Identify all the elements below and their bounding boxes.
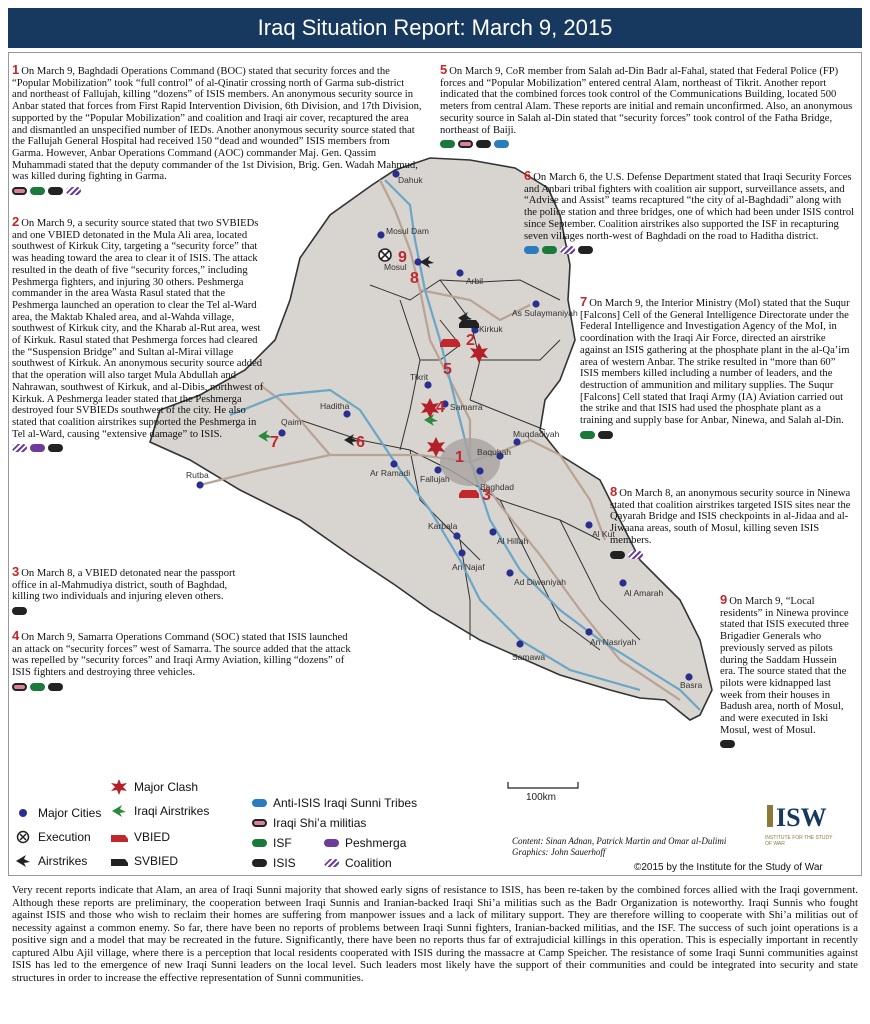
actor-tags: [12, 607, 248, 615]
city-label: Rutba: [186, 470, 209, 480]
credit-content: Content: Sinan Adnan, Patrick Martin and Omar al-Dulimi: [512, 836, 727, 846]
isw-logo: [765, 802, 843, 847]
legend-major-clash: Major Clash: [110, 780, 198, 794]
actor-tags: [580, 431, 855, 439]
report-text: On March 8, a VBIED detonated near the passport office in al-Mahmudiya district, south of Baghdad, killing two individuals and injuring eleven others.: [12, 568, 236, 603]
shia-militias-swatch: [252, 819, 267, 827]
report-number: 4: [12, 628, 20, 643]
report-7: [580, 296, 855, 439]
tag-peshmerga: [30, 444, 45, 452]
report-number: 3: [12, 564, 20, 579]
isw-logo-mark: [765, 802, 843, 832]
tag-isf: [542, 246, 557, 254]
city-label: Baghdad: [480, 482, 515, 492]
report-number: 2: [12, 214, 20, 229]
city-dot-icon: [14, 806, 32, 820]
city-label: Muqdadiyah: [513, 429, 560, 439]
tag-isis: [578, 246, 593, 254]
report-text: On March 9, a security source stated that two SVBIEDs and one VBIED detonated in the Mula Ali area, located southwest of Kirkuk City, targeting a “security force” that was heading toward the area to clear it of ISIS. The attack resulted in the death of five “security forces,” including Peshmerga fighters, and injuring 30 others. Peshmerga commander in the area Wasta Rasul stated that the Peshmerga launched an operation to clear the Tel al-Ward area, the Maktab Khaled area, and al-Wahda village, southwest of Kirkuk city, and the Kharab al-Rut area, west of Kirkuk. Rasul stated that Peshmerga forces had cleared the “Suspension Bridge” and Sultan al-Mirai village southwest of Kirkuk. An anonymous security source added that the operation will also target Mula Abdullah and Nahrawan, southwest of Kirkuk, and al-Dibis, northwest of Kirkuk. A Peshmerga leader stated that the Peshmerga destroyed four SVBIEDs southwest of the city. He also stated that coalition airstrikes supported the Peshmerga in Tel al-Ward, causing “extensive damage” to ISIS.: [12, 218, 264, 440]
tag-isis: [48, 444, 63, 452]
city-label: Dahuk: [398, 175, 423, 185]
map-number-4: 4: [436, 399, 445, 416]
map-number-9: 9: [398, 249, 407, 266]
city-label: Samarra: [450, 402, 483, 412]
legend-major-cities: Major Cities: [14, 806, 101, 820]
city-label: Mosul Dam: [386, 226, 429, 236]
map-number-7: 7: [270, 434, 279, 451]
report-text: On March 9, the Interior Ministry (MoI) stated that the Suqur [Falcons] Cell of the General Intelligence Directorate under the Federal Intelligence and Investigation Agency of the MoI, in coordination with the Iraqi Air Force, directed an airstrike against an ISIS gathering at the phosphate plant in the al-Qa’im area of western Anbar. The strike resulted in “more than 60” ISIS members killed including a number of leaders, and the destruction of ammunition and military supplies. The Suqur [Falcons] Cell stated that Iraqi Army (IA) Aviation carried out the strike and that ISIS had used the phosphate plant as a training and supply base for Anbar, Ninewa, and Salah al-Din.: [580, 298, 850, 427]
summary-paragraph: Very recent reports indicate that Alam, an area of Iraqi Sunni majority that showed early signs of resistance to ISIS, has been re-taken by the combined forces allied with the Iraqi government. Although these reports are preliminary, the cooperation between Iraqi Sunnis and Iranian-backed Iraqi Shi’a militias such as the Badr Organization is noteworthy. Iraqi Sunnis who fought against ISIS and those who wish to reclaim their homes are suffering from manpower issues and a lack of military support. They are therefore willing to cooperate with Shi’a militias out of necessity against a common enemy. So far, there have been no reports of problems between Iraqi Sunni fighters, Iranian-backed militias, and the ISF. The success of such joint operations is a positive sign and a model that may be recreated in the future. Significantly, there have been no reports thus far of extrajudicial killings in this operation. This is especially important in recently captured Albu Ajil village, where there is a perception that local residents cooperated with ISIS during the massacre at Camp Speicher. The resistance of some Iraqi Sunni communities against ISIS has led to the emergence of new Iraqi Sunni leaders on the local level. Such leaders most likely have the support of their communities and could be integrated into security and state structures in order to increase the effective representation of Sunni communities.: [12, 884, 858, 984]
city-label: As Sulaymaniyah: [512, 308, 578, 318]
tag-coalition: [66, 187, 81, 195]
legend-coalition: Coalition: [324, 856, 392, 870]
tag-isf: [30, 187, 45, 195]
report-5: [440, 64, 855, 148]
legend-iraqi-airstrikes: Iraqi Airstrikes: [110, 804, 209, 818]
city-label: Karbala: [428, 521, 458, 531]
tag-isis: [476, 140, 491, 148]
vbied-icon: [110, 830, 128, 844]
map-number-2: 2: [466, 332, 475, 349]
actor-tags: [12, 444, 267, 452]
tag-isis: [48, 187, 63, 195]
iraqi-airstrike-icon: [110, 804, 128, 818]
map-number-6: 6: [356, 434, 365, 451]
tag-shia-militias: [12, 187, 27, 195]
report-4: [12, 630, 352, 691]
city-label: Tikrit: [410, 372, 429, 382]
execution-icon: [379, 249, 391, 261]
city-label: Baqubah: [477, 447, 512, 457]
report-2: [12, 216, 267, 452]
scale-label: 100km: [526, 792, 557, 803]
tag-coalition: [560, 246, 575, 254]
report-text: On March 9, Samarra Operations Command (SOC) stated that ISIS launched an attack on “security forces” west of Samarra. The source added that the attack was repelled by “security forces” and Iraqi Army Aviation, killing “dozens” of ISIS fighters and destroying three vehicles.: [12, 632, 351, 679]
legend-shia-militias: Iraqi Shi’a militias: [252, 816, 366, 830]
legend-isf: ISF: [252, 836, 292, 850]
tag-isis: [598, 431, 613, 439]
major-clash-icon: [110, 780, 128, 794]
svbied-icon: [110, 854, 128, 868]
city-label: An Nasriyah: [590, 637, 637, 647]
page-title: Iraq Situation Report: March 9, 2015: [257, 15, 613, 40]
city-label: Fallujah: [420, 474, 450, 484]
peshmerga-swatch: [324, 839, 339, 847]
map-number-1: 1: [455, 449, 464, 466]
isw-logo-subtitle: INSTITUTE FOR THE STUDY OF WAR: [765, 835, 833, 847]
coalition-swatch: [324, 859, 339, 867]
legend: [14, 776, 494, 876]
tag-isis: [48, 683, 63, 691]
report-text: On March 9, CoR member from Salah ad-Din Badr al-Fahal, stated that Federal Police (FP) forces and “Popular Mobilization” entered central Alam, northeast of Tikrit. Another report indicated that the combined forces took control of the Communications Building, located 500 meters from central Alam. These reports are initial and remain unconfirmed. Also, an anonymous security source in Salah al-Din stated that “security forces” took control of the Fatha Bridge, northeast of Baiji.: [440, 66, 853, 136]
city-label: Ar Ramadi: [370, 468, 411, 478]
city-label: Al Amarah: [624, 588, 664, 598]
city-label: Kirkuk: [479, 324, 503, 334]
report-number: 9: [720, 592, 728, 607]
execution-icon: [14, 830, 32, 844]
tag-isis: [720, 740, 735, 748]
report-number: 7: [580, 294, 588, 309]
credits: [512, 836, 726, 858]
city-label: Ad Diwaniyah: [514, 577, 566, 587]
sunni-tribes-swatch: [252, 799, 267, 807]
actor-tags: [720, 740, 855, 748]
tag-shia-militias: [458, 140, 473, 148]
legend-svbied: SVBIED: [110, 854, 178, 868]
actor-tags: [440, 140, 855, 148]
airstrike-icon: [14, 854, 32, 868]
vbied-icon: [459, 490, 479, 498]
city-label: An Najaf: [452, 562, 485, 572]
tag-sunni-tribes: [494, 140, 509, 148]
tag-shia-militias: [12, 683, 27, 691]
city-label: Al Kut: [592, 529, 615, 539]
legend-airstrikes: Airstrikes: [14, 854, 87, 868]
city-label: Qaim: [281, 417, 302, 427]
report-text: On March 9, Baghdadi Operations Command (BOC) stated that security forces and the “Popular Mobilization” took “full control” of al-Qinatir crossing north of Garma sub-district and northeast of Fallujah, killing “dozens” of ISIS members. An anonymous security source in Anbar stated that forces from First Rapid Intervention Division, 6th Division, and 17th Division, supported by the “Popular Mobilization” and coalition and Iraqi air cover, recaptured the area and dismantled an unspecified number of IEDs. Another anonymous security source stated that the Fallujah General Hospital had received 150 “dead and wounded” ISIS members from Garma. However, Anbar Operations Command (AOC) commander Maj. Gen. Qassim Muhammadi stated that the deputy commander of the 1st Division, Brig. Gen. Wadah Mahmud, was killed during fighting in Garma.: [12, 66, 422, 183]
copyright: ©2015 by the Institute for the Study of War: [634, 862, 823, 873]
legend-sunni-tribes: Anti-ISIS Iraqi Sunni Tribes: [252, 796, 417, 810]
city-label: Arbil: [466, 276, 484, 286]
tag-isf: [440, 140, 455, 148]
city-label: Al Hillah: [497, 536, 529, 546]
tag-coalition: [12, 444, 27, 452]
isis-swatch: [252, 859, 267, 867]
isf-swatch: [252, 839, 267, 847]
report-text: On March 6, the U.S. Defense Department stated that Iraqi Security Forces and Anbari tribal fighters with coalition air support, surveillance assets, and “Advise and Assist” teams recaptured “the city of al-Baghdadi” along with the police station and three bridges, one of which had been under ISIS control since September. Coalition airstrikes also supported the ISF in recapturing seven villages north-west of Baghdadi on the road to Haditha district.: [524, 172, 855, 242]
actor-tags: [610, 551, 855, 559]
actor-tags: [12, 187, 422, 195]
map-number-5: 5: [443, 361, 452, 378]
legend-isis: ISIS: [252, 856, 296, 870]
report-number: 1: [12, 62, 20, 77]
city-label: Mosul: [384, 262, 407, 272]
tag-sunni-tribes: [524, 246, 539, 254]
report-text: On March 9, “Local residents” in Ninewa province stated that ISIS executed three Brigadier Generals who previously served as pilots during the Saddam Hussein era. The source stated that the pilots were kidnapped last week from their houses in Badush area, north of Mosul, and were executed in Iski Mosul, west of Mosul.: [720, 596, 849, 736]
svg-text:ISW: ISW: [776, 803, 827, 832]
report-8: [610, 486, 855, 559]
report-1: [12, 64, 422, 195]
tag-isis: [610, 551, 625, 559]
actor-tags: [12, 683, 352, 691]
tag-coalition: [628, 551, 643, 559]
tag-isf: [580, 431, 595, 439]
report-3: [12, 566, 248, 615]
city-label: Basra: [680, 680, 703, 690]
report-6: [524, 170, 855, 254]
credit-graphics: Graphics: John Sauerhoff: [512, 847, 606, 857]
report-number: 6: [524, 168, 532, 183]
map-number-8: 8: [410, 270, 419, 287]
report-text: On March 8, an anonymous security source in Ninewa stated that coalition airstrikes targeted ISIS sites near the Qayarah Bridge and ISIS checkpoints in al-Jidaa and al-Jiwaana areas, south of Mosul, killing seven ISIS members.: [610, 488, 851, 546]
actor-tags: [524, 246, 855, 254]
city-label: Haditha: [320, 401, 350, 411]
report-number: 8: [610, 484, 618, 499]
city-label: Samawa: [512, 652, 546, 662]
tag-isf: [30, 683, 45, 691]
legend-vbied: VBIED: [110, 830, 170, 844]
svbied-icon: [459, 320, 479, 328]
tag-isis: [12, 607, 27, 615]
report-number: 5: [440, 62, 448, 77]
legend-execution: Execution: [14, 830, 91, 844]
scale-bar: [508, 782, 578, 803]
map-number-3: 3: [482, 487, 491, 504]
legend-peshmerga: Peshmerga: [324, 836, 406, 850]
vbied-icon: [440, 339, 460, 347]
report-9: [720, 594, 855, 748]
